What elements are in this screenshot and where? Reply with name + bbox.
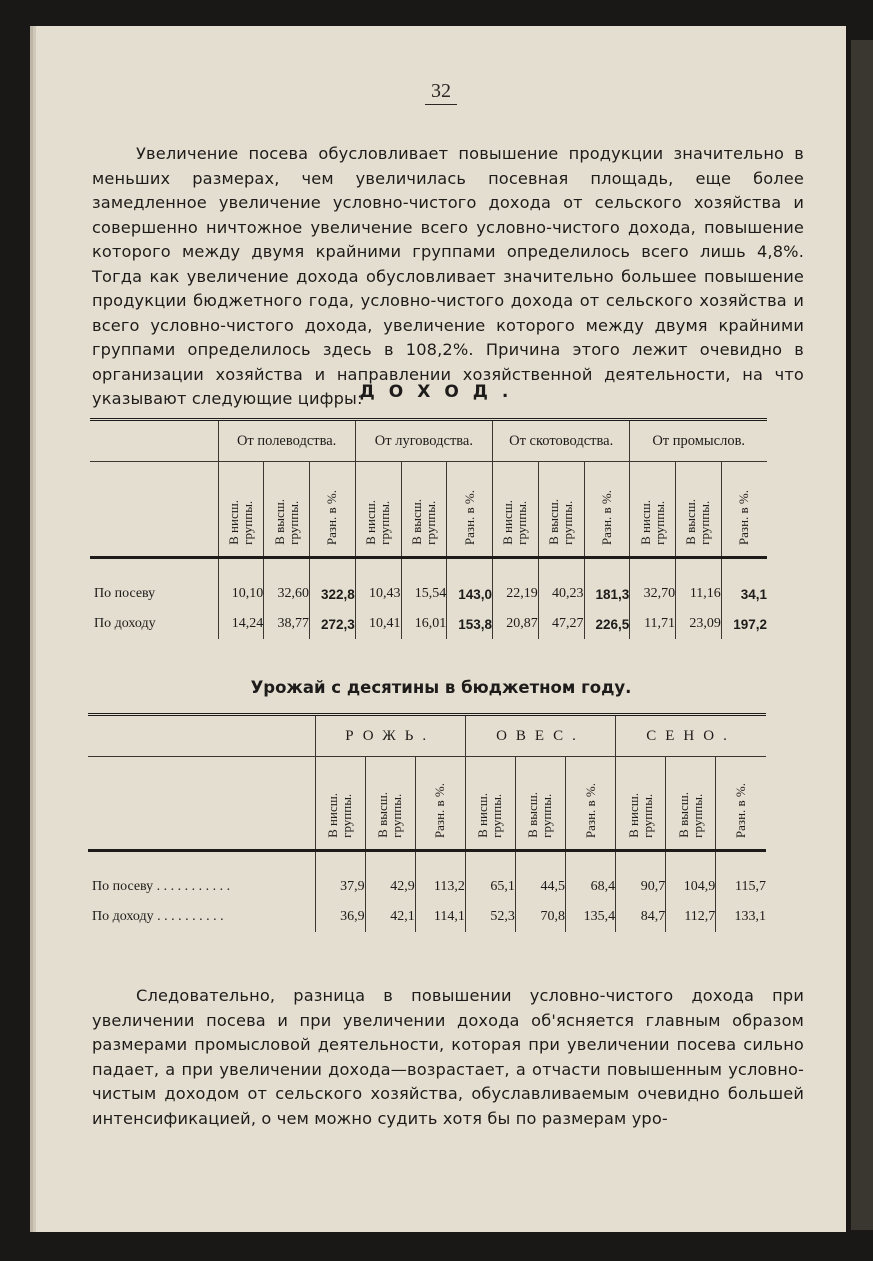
table1-group-header: От полеводства.	[218, 420, 355, 462]
yield-table	[88, 713, 766, 932]
column-subheader-label: Разн. в %.	[324, 489, 340, 545]
column-subheader	[515, 757, 565, 851]
table2-title: Урожай с десятины в бюджетном году.	[250, 678, 632, 697]
table-cell: 37,9	[315, 872, 365, 902]
table-cell: 15,54	[401, 579, 447, 609]
column-subheader	[538, 462, 584, 558]
table-cell: 104,9	[666, 872, 716, 902]
book-edge	[851, 40, 873, 1230]
column-subheader	[584, 462, 630, 558]
table-cell: 42,9	[365, 872, 415, 902]
table-cell: 32,60	[264, 579, 310, 609]
column-subheader	[465, 757, 515, 851]
income-table	[90, 418, 767, 639]
column-subheader	[310, 462, 356, 558]
table-cell: 197,2	[721, 609, 767, 639]
table1-group-header: От скотоводства.	[493, 420, 630, 462]
table-cell: 153,8	[447, 609, 493, 639]
column-subheader-label: Разн. в %.	[461, 489, 477, 545]
column-subheader	[716, 757, 766, 851]
page-number: 32	[36, 80, 846, 103]
table1-corner	[90, 420, 218, 462]
column-subheader	[401, 462, 447, 558]
column-subheader-label: В нисш. группы.	[625, 793, 655, 838]
row-label: По посеву	[94, 586, 156, 601]
table-cell: 40,23	[538, 579, 584, 609]
table-cell: 34,1	[721, 579, 767, 609]
table-cell: 84,7	[616, 902, 666, 932]
book-page	[36, 26, 846, 1232]
table2-group-header: РОЖЬ.	[315, 715, 465, 757]
table-cell: 272,3	[310, 609, 356, 639]
table-cell: 114,1	[415, 902, 465, 932]
column-subheader	[447, 462, 493, 558]
column-subheader-label: В высш. группы.	[675, 792, 705, 838]
table-cell: 11,16	[676, 579, 722, 609]
column-subheader-label: В нисш. группы.	[325, 793, 355, 838]
column-subheader-label: В нисш. группы.	[637, 500, 667, 545]
table-cell: 16,01	[401, 609, 447, 639]
table-cell: 113,2	[415, 872, 465, 902]
table-cell: 23,09	[676, 609, 722, 639]
table-cell: 133,1	[716, 902, 766, 932]
table-cell: 70,8	[515, 902, 565, 932]
table-cell: 38,77	[264, 609, 310, 639]
column-subheader	[264, 462, 310, 558]
column-subheader-label: Разн. в %.	[432, 782, 448, 838]
table-cell: 44,5	[515, 872, 565, 902]
column-subheader-label: В нисш. группы.	[225, 500, 255, 545]
table-cell: 32,70	[630, 579, 676, 609]
column-subheader	[721, 462, 767, 558]
column-subheader-label: В высш. группы.	[525, 792, 555, 838]
row-label: По доходу . . . . . . . . . .	[92, 909, 224, 924]
column-subheader-label: В высш. группы.	[271, 499, 301, 545]
table1-group-header: От луговодства.	[355, 420, 492, 462]
table-row	[88, 902, 766, 932]
table-cell: 10,43	[355, 579, 401, 609]
table-cell: 42,1	[365, 902, 415, 932]
column-subheader	[666, 757, 716, 851]
table2-group-header: СЕНО.	[616, 715, 766, 757]
table2-group-header: ОВЕС.	[465, 715, 615, 757]
table-cell: 22,19	[493, 579, 539, 609]
column-subheader	[355, 462, 401, 558]
table-row	[88, 872, 766, 902]
column-subheader	[493, 462, 539, 558]
column-subheader-label: В высш. группы.	[683, 499, 713, 545]
column-subheader-label: В нисш. группы.	[500, 500, 530, 545]
table-row	[90, 609, 767, 639]
table-cell: 115,7	[716, 872, 766, 902]
column-subheader	[676, 462, 722, 558]
table-cell: 322,8	[310, 579, 356, 609]
column-subheader-label: Разн. в %.	[736, 489, 752, 545]
column-subheader-label: В высш. группы.	[546, 499, 576, 545]
column-subheader	[315, 757, 365, 851]
table2-corner	[88, 715, 315, 757]
table-cell: 65,1	[465, 872, 515, 902]
column-subheader	[415, 757, 465, 851]
table2-corner	[88, 757, 315, 851]
table-cell: 112,7	[666, 902, 716, 932]
table-cell: 36,9	[315, 902, 365, 932]
table-cell: 47,27	[538, 609, 584, 639]
table1-title: ДОХОД.	[359, 382, 523, 402]
table-row	[90, 579, 767, 609]
table-cell: 20,87	[493, 609, 539, 639]
column-subheader	[218, 462, 264, 558]
table-cell: 90,7	[616, 872, 666, 902]
column-subheader	[630, 462, 676, 558]
table-cell: 135,4	[566, 902, 616, 932]
table-cell: 181,3	[584, 579, 630, 609]
table1-corner	[90, 462, 218, 558]
column-subheader-label: В высш. группы.	[408, 499, 438, 545]
table-cell: 10,10	[218, 579, 264, 609]
row-label: По доходу	[94, 616, 156, 631]
column-subheader	[365, 757, 415, 851]
table-cell: 52,3	[465, 902, 515, 932]
paragraph-conclusion: Следовательно, разница в повышении условно-чистого дохода при увеличении посева и при увеличении дохода об'ясняется главным образом размерами промысловой деятельности, которая при увеличении посева сильно падает, а при увеличении дохода—возрастает, а отчасти повышенным условно-чистым доходом от сельского хозяйства, обуславливаемым очевидно большей интенсификацией, о чем можно судить хотя бы по размерам уро-	[92, 986, 804, 1128]
table-cell: 10,41	[355, 609, 401, 639]
table-cell: 226,5	[584, 609, 630, 639]
table-cell: 14,24	[218, 609, 264, 639]
column-subheader	[616, 757, 666, 851]
column-subheader	[566, 757, 616, 851]
row-label: По посеву . . . . . . . . . . .	[92, 879, 231, 894]
column-subheader-label: В высш. группы.	[375, 792, 405, 838]
column-subheader-label: Разн. в %.	[582, 782, 598, 838]
paragraph-intro: Увеличение посева обусловливает повышение продукции значительно в меньших размерах, чем увеличилась посевная площадь, еще более замедленное увеличение условно-чистого дохода от сельского хозяйства и совершенно ничтожное увеличение всего условно-чистого дохода, повышение которого между двумя крайними группами определилось всего лишь 4,8%. Тогда как увеличение дохода обусловливает значительно большее повышение продукции бюджетного года, условно-чистого дохода от сельского хозяйства и всего условно-чистого дохода, увеличение которого между двумя крайними группами определилось здесь в 108,2%. Причина этого лежит очевидно в организации хозяйства и направлении хозяйственной деятельности, на что указывают следующие цифры:	[92, 144, 804, 409]
table1-group-header: От промыслов.	[630, 420, 767, 462]
table-cell: 143,0	[447, 579, 493, 609]
table-cell: 11,71	[630, 609, 676, 639]
table-cell: 68,4	[566, 872, 616, 902]
column-subheader-label: Разн. в %.	[733, 782, 749, 838]
column-subheader-label: Разн. в %.	[598, 489, 614, 545]
column-subheader-label: В нисш. группы.	[363, 500, 393, 545]
column-subheader-label: В нисш. группы.	[475, 793, 505, 838]
